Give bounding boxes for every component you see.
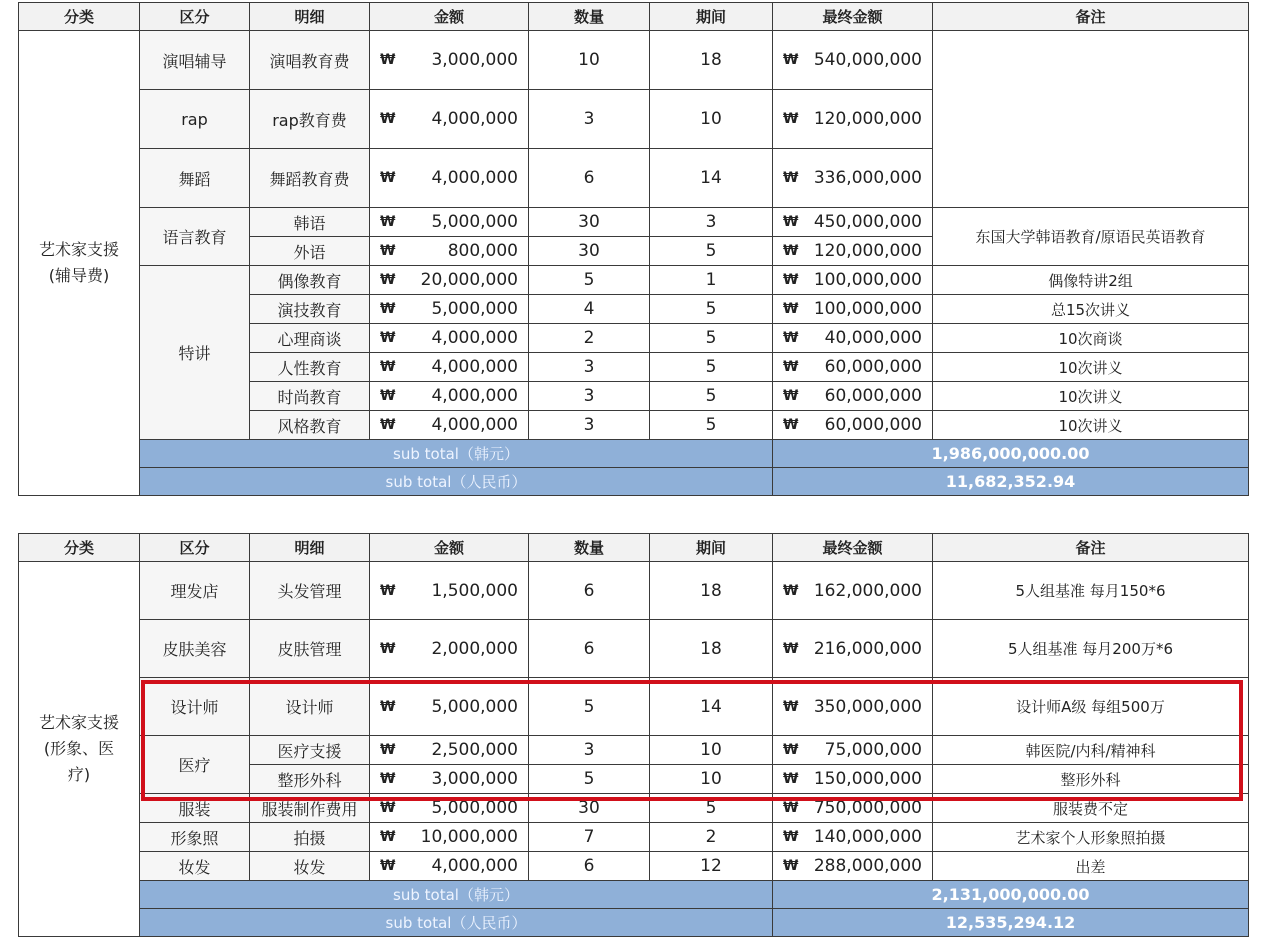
amount-value: 3,000,000 xyxy=(431,769,518,789)
won-symbol: ₩ xyxy=(783,388,799,404)
quantity-cell: 6 xyxy=(529,852,650,881)
amount-value: 4,000,000 xyxy=(431,168,518,188)
subtotal-krw-label: sub total（韩元） xyxy=(140,881,773,909)
amount-cell xyxy=(370,852,529,881)
detail-cell: 拍摄 xyxy=(250,823,370,852)
note-cell: 艺术家个人形象照拍摄 xyxy=(933,823,1249,852)
won-symbol: ₩ xyxy=(380,272,396,288)
won-symbol: ₩ xyxy=(380,829,396,845)
final-amount-value: 100,000,000 xyxy=(813,270,922,290)
amount-cell xyxy=(370,765,529,794)
note-cell: 10次讲义 xyxy=(933,382,1249,411)
table-row xyxy=(19,852,1249,881)
final-amount-value: 60,000,000 xyxy=(824,357,922,377)
won-symbol: ₩ xyxy=(380,330,396,346)
subtotal-krw-value: 1,986,000,000.00 xyxy=(773,440,1249,468)
period-cell: 5 xyxy=(650,411,773,440)
note-cell: 韩医院/内科/精神科 xyxy=(933,736,1249,765)
quantity-cell: 5 xyxy=(529,678,650,736)
won-symbol: ₩ xyxy=(783,359,799,375)
final-amount-cell xyxy=(773,31,933,90)
won-symbol: ₩ xyxy=(783,111,799,127)
quantity-cell: 3 xyxy=(529,353,650,382)
period-cell: 3 xyxy=(650,208,773,237)
subtotal-rmb-label: sub total（人民币） xyxy=(140,468,773,496)
note-cell: 10次讲义 xyxy=(933,411,1249,440)
header-detail: 明细 xyxy=(250,534,370,562)
amount-value: 2,500,000 xyxy=(431,740,518,760)
header-division: 区分 xyxy=(140,534,250,562)
division-cell: 医疗 xyxy=(140,736,250,794)
header-period: 期间 xyxy=(650,534,773,562)
division-cell: 演唱辅导 xyxy=(140,31,250,90)
period-cell: 18 xyxy=(650,620,773,678)
header-note: 备注 xyxy=(933,534,1249,562)
detail-cell: 头发管理 xyxy=(250,562,370,620)
final-amount-cell xyxy=(773,794,933,823)
period-cell: 14 xyxy=(650,678,773,736)
division-cell: 形象照 xyxy=(140,823,250,852)
quantity-cell: 30 xyxy=(529,208,650,237)
table-row xyxy=(19,31,1249,90)
budget-table-image-medical xyxy=(18,533,1249,937)
detail-cell: 演唱教育费 xyxy=(250,31,370,90)
amount-cell xyxy=(370,678,529,736)
final-amount-cell xyxy=(773,324,933,353)
final-amount-cell xyxy=(773,353,933,382)
quantity-cell: 3 xyxy=(529,382,650,411)
final-amount-cell xyxy=(773,678,933,736)
amount-value: 4,000,000 xyxy=(431,415,518,435)
won-symbol: ₩ xyxy=(783,858,799,874)
header-amount: 金额 xyxy=(370,534,529,562)
detail-cell: 设计师 xyxy=(250,678,370,736)
final-amount-value: 288,000,000 xyxy=(813,856,922,876)
note-cell: 整形外科 xyxy=(933,765,1249,794)
detail-cell: 医疗支援 xyxy=(250,736,370,765)
quantity-cell: 10 xyxy=(529,31,650,90)
header-quantity: 数量 xyxy=(529,3,650,31)
final-amount-value: 162,000,000 xyxy=(813,580,922,601)
amount-value: 4,000,000 xyxy=(431,109,518,129)
period-cell: 10 xyxy=(650,765,773,794)
subtotal-krw-label: sub total（韩元） xyxy=(140,440,773,468)
division-cell: 设计师 xyxy=(140,678,250,736)
amount-cell xyxy=(370,736,529,765)
won-symbol: ₩ xyxy=(783,301,799,317)
quantity-cell: 5 xyxy=(529,266,650,295)
subtotal-rmb-value: 11,682,352.94 xyxy=(773,468,1249,496)
amount-value: 3,000,000 xyxy=(431,50,518,70)
quantity-cell: 5 xyxy=(529,765,650,794)
amount-value: 800,000 xyxy=(447,241,518,261)
amount-cell xyxy=(370,620,529,678)
won-symbol: ₩ xyxy=(380,858,396,874)
won-symbol: ₩ xyxy=(380,301,396,317)
quantity-cell: 2 xyxy=(529,324,650,353)
period-cell: 18 xyxy=(650,562,773,620)
amount-cell xyxy=(370,324,529,353)
won-symbol: ₩ xyxy=(380,359,396,375)
detail-cell: 服装制作费用 xyxy=(250,794,370,823)
amount-cell xyxy=(370,382,529,411)
won-symbol: ₩ xyxy=(783,582,799,599)
header-note: 备注 xyxy=(933,3,1249,31)
period-cell: 5 xyxy=(650,794,773,823)
amount-value: 2,000,000 xyxy=(431,638,518,659)
header-period: 期间 xyxy=(650,3,773,31)
subtotal-krw-value: 2,131,000,000.00 xyxy=(773,881,1249,909)
final-amount-cell xyxy=(773,562,933,620)
note-cell: 出差 xyxy=(933,852,1249,881)
amount-cell xyxy=(370,208,529,237)
period-cell: 12 xyxy=(650,852,773,881)
won-symbol: ₩ xyxy=(783,330,799,346)
detail-cell: 心理商谈 xyxy=(250,324,370,353)
final-amount-cell xyxy=(773,382,933,411)
budget-table-coaching xyxy=(18,2,1249,496)
note-cell: 10次讲义 xyxy=(933,353,1249,382)
amount-value: 5,000,000 xyxy=(431,299,518,319)
won-symbol: ₩ xyxy=(380,800,396,816)
detail-cell: 人性教育 xyxy=(250,353,370,382)
subtotal-rmb-value: 12,535,294.12 xyxy=(773,909,1249,937)
won-symbol: ₩ xyxy=(783,243,799,259)
won-symbol: ₩ xyxy=(380,52,396,68)
final-amount-cell xyxy=(773,620,933,678)
period-cell: 1 xyxy=(650,266,773,295)
header-row xyxy=(19,534,1249,562)
quantity-cell: 6 xyxy=(529,149,650,208)
note-cell: 服装费不定 xyxy=(933,794,1249,823)
won-symbol: ₩ xyxy=(783,829,799,845)
final-amount-cell xyxy=(773,237,933,266)
final-amount-value: 120,000,000 xyxy=(813,109,922,129)
final-amount-cell xyxy=(773,266,933,295)
header-division: 区分 xyxy=(140,3,250,31)
final-amount-value: 140,000,000 xyxy=(813,827,922,847)
won-symbol: ₩ xyxy=(380,640,396,657)
won-symbol: ₩ xyxy=(380,170,396,186)
final-amount-value: 450,000,000 xyxy=(813,212,922,232)
note-cell: 东国大学韩语教育/原语民英语教育 xyxy=(933,208,1249,266)
won-symbol: ₩ xyxy=(783,52,799,68)
subtotal-krw-row xyxy=(19,440,1249,468)
final-amount-value: 120,000,000 xyxy=(813,241,922,261)
note-cell: 设计师A级 每组500万 xyxy=(933,678,1249,736)
amount-cell xyxy=(370,823,529,852)
won-symbol: ₩ xyxy=(380,582,396,599)
table-row xyxy=(19,736,1249,765)
amount-cell xyxy=(370,295,529,324)
period-cell: 5 xyxy=(650,237,773,266)
amount-value: 4,000,000 xyxy=(431,328,518,348)
won-symbol: ₩ xyxy=(783,800,799,816)
table-row xyxy=(19,208,1249,237)
detail-cell: 舞蹈教育费 xyxy=(250,149,370,208)
period-cell: 18 xyxy=(650,31,773,90)
period-cell: 14 xyxy=(650,149,773,208)
won-symbol: ₩ xyxy=(783,698,799,715)
quantity-cell: 7 xyxy=(529,823,650,852)
subtotal-rmb-row xyxy=(19,909,1249,937)
quantity-cell: 4 xyxy=(529,295,650,324)
amount-value: 5,000,000 xyxy=(431,798,518,818)
amount-cell xyxy=(370,90,529,149)
amount-cell xyxy=(370,266,529,295)
won-symbol: ₩ xyxy=(783,214,799,230)
final-amount-value: 60,000,000 xyxy=(824,386,922,406)
won-symbol: ₩ xyxy=(783,742,799,758)
won-symbol: ₩ xyxy=(783,272,799,288)
final-amount-value: 150,000,000 xyxy=(813,769,922,789)
final-amount-cell xyxy=(773,411,933,440)
won-symbol: ₩ xyxy=(380,771,396,787)
note-cell: 10次商谈 xyxy=(933,324,1249,353)
header-amount: 金额 xyxy=(370,3,529,31)
table-row xyxy=(19,823,1249,852)
division-cell: 皮肤美容 xyxy=(140,620,250,678)
final-amount-value: 75,000,000 xyxy=(824,740,922,760)
detail-cell: 演技教育 xyxy=(250,295,370,324)
amount-cell xyxy=(370,237,529,266)
amount-value: 4,000,000 xyxy=(431,856,518,876)
final-amount-cell xyxy=(773,736,933,765)
amount-value: 20,000,000 xyxy=(420,270,518,290)
period-cell: 5 xyxy=(650,295,773,324)
header-category: 分类 xyxy=(19,534,140,562)
amount-value: 4,000,000 xyxy=(431,357,518,377)
detail-cell: 韩语 xyxy=(250,208,370,237)
won-symbol: ₩ xyxy=(783,417,799,433)
detail-cell: 外语 xyxy=(250,237,370,266)
amount-value: 5,000,000 xyxy=(431,212,518,232)
division-cell: 特讲 xyxy=(140,266,250,440)
final-amount-value: 336,000,000 xyxy=(813,168,922,188)
won-symbol: ₩ xyxy=(380,417,396,433)
quantity-cell: 3 xyxy=(529,90,650,149)
table-row xyxy=(19,562,1249,620)
header-final-amount: 最终金额 xyxy=(773,534,933,562)
subtotal-krw-row xyxy=(19,881,1249,909)
division-cell: 妆发 xyxy=(140,852,250,881)
quantity-cell: 3 xyxy=(529,411,650,440)
quantity-cell: 6 xyxy=(529,620,650,678)
note-cell: 总15次讲义 xyxy=(933,295,1249,324)
final-amount-cell xyxy=(773,208,933,237)
division-cell: rap xyxy=(140,90,250,149)
subtotal-rmb-row xyxy=(19,468,1249,496)
division-cell: 语言教育 xyxy=(140,208,250,266)
won-symbol: ₩ xyxy=(380,742,396,758)
header-row xyxy=(19,3,1249,31)
period-cell: 5 xyxy=(650,382,773,411)
header-category: 分类 xyxy=(19,3,140,31)
quantity-cell: 30 xyxy=(529,237,650,266)
header-detail: 明细 xyxy=(250,3,370,31)
final-amount-value: 40,000,000 xyxy=(824,328,922,348)
amount-cell xyxy=(370,353,529,382)
amount-cell xyxy=(370,149,529,208)
quantity-cell: 6 xyxy=(529,562,650,620)
final-amount-cell xyxy=(773,295,933,324)
period-cell: 2 xyxy=(650,823,773,852)
header-final-amount: 最终金额 xyxy=(773,3,933,31)
note-cell: 5人组基准 每月200万*6 xyxy=(933,620,1249,678)
table-row xyxy=(19,678,1249,736)
final-amount-cell xyxy=(773,90,933,149)
amount-value: 5,000,000 xyxy=(431,696,518,717)
note-cell: 5人组基准 每月150*6 xyxy=(933,562,1249,620)
amount-value: 1,500,000 xyxy=(431,580,518,601)
note-cell: 偶像特讲2组 xyxy=(933,266,1249,295)
detail-cell: 偶像教育 xyxy=(250,266,370,295)
subtotal-rmb-label: sub total（人民币） xyxy=(140,909,773,937)
final-amount-cell xyxy=(773,852,933,881)
final-amount-cell xyxy=(773,149,933,208)
period-cell: 5 xyxy=(650,353,773,382)
won-symbol: ₩ xyxy=(380,698,396,715)
won-symbol: ₩ xyxy=(783,170,799,186)
won-symbol: ₩ xyxy=(380,214,396,230)
period-cell: 5 xyxy=(650,324,773,353)
division-cell: 服装 xyxy=(140,794,250,823)
detail-cell: rap教育费 xyxy=(250,90,370,149)
table-row xyxy=(19,620,1249,678)
won-symbol: ₩ xyxy=(783,640,799,657)
final-amount-value: 350,000,000 xyxy=(813,696,922,717)
won-symbol: ₩ xyxy=(380,243,396,259)
final-amount-cell xyxy=(773,765,933,794)
quantity-cell: 3 xyxy=(529,736,650,765)
amount-value: 10,000,000 xyxy=(420,827,518,847)
period-cell: 10 xyxy=(650,736,773,765)
period-cell: 10 xyxy=(650,90,773,149)
final-amount-value: 60,000,000 xyxy=(824,415,922,435)
amount-value: 4,000,000 xyxy=(431,386,518,406)
amount-cell xyxy=(370,562,529,620)
final-amount-value: 216,000,000 xyxy=(813,638,922,659)
detail-cell: 皮肤管理 xyxy=(250,620,370,678)
note-cell xyxy=(933,31,1249,208)
division-cell: 理发店 xyxy=(140,562,250,620)
table-row xyxy=(19,794,1249,823)
final-amount-cell xyxy=(773,823,933,852)
detail-cell: 时尚教育 xyxy=(250,382,370,411)
won-symbol: ₩ xyxy=(783,771,799,787)
division-cell: 舞蹈 xyxy=(140,149,250,208)
header-quantity: 数量 xyxy=(529,534,650,562)
won-symbol: ₩ xyxy=(380,111,396,127)
amount-cell xyxy=(370,31,529,90)
detail-cell: 妆发 xyxy=(250,852,370,881)
amount-cell xyxy=(370,411,529,440)
detail-cell: 整形外科 xyxy=(250,765,370,794)
won-symbol: ₩ xyxy=(380,388,396,404)
category-cell: 艺术家支援 (形象、医 疗) xyxy=(19,562,140,937)
final-amount-value: 750,000,000 xyxy=(813,798,922,818)
table-row xyxy=(19,266,1249,295)
final-amount-value: 100,000,000 xyxy=(813,299,922,319)
detail-cell: 风格教育 xyxy=(250,411,370,440)
quantity-cell: 30 xyxy=(529,794,650,823)
category-cell: 艺术家支援 (辅导费) xyxy=(19,31,140,496)
final-amount-value: 540,000,000 xyxy=(813,50,922,70)
amount-cell xyxy=(370,794,529,823)
